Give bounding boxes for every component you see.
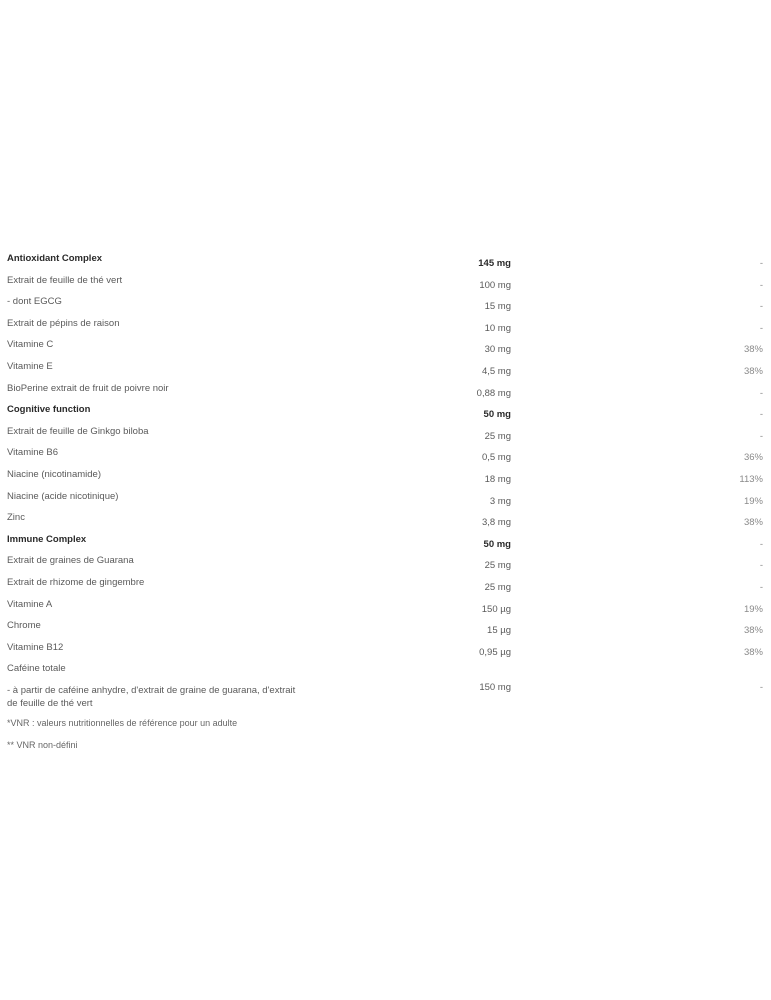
ingredient-name: Vitamine B6 bbox=[7, 447, 59, 459]
table-row bbox=[0, 594, 771, 616]
ingredient-name: Vitamine E bbox=[7, 360, 53, 372]
ingredient-name: Vitamine C bbox=[7, 339, 54, 351]
table-row bbox=[0, 356, 771, 378]
ingredient-name: Extrait de rhizome de gingembre bbox=[7, 576, 145, 588]
ingredient-vnr: 38% bbox=[743, 517, 763, 529]
ingredient-amount: 0,95 µg bbox=[479, 646, 511, 658]
ingredient-vnr: 38% bbox=[743, 646, 763, 658]
table-row bbox=[0, 464, 771, 486]
ingredient-vnr: 19% bbox=[743, 603, 763, 615]
ingredient-vnr: 38% bbox=[743, 625, 763, 637]
ingredient-vnr: - bbox=[759, 681, 763, 693]
ingredient-name: Zinc bbox=[7, 512, 25, 524]
table-row bbox=[0, 291, 771, 313]
ingredient-name: Niacine (acide nicotinique) bbox=[7, 490, 119, 502]
ingredient-amount: 30 mg bbox=[484, 344, 511, 356]
ingredient-vnr: 36% bbox=[743, 452, 763, 464]
ingredient-amount: 50 mg bbox=[483, 538, 511, 550]
ingredient-vnr: - bbox=[759, 581, 763, 593]
table-row bbox=[0, 486, 771, 508]
ingredient-vnr: 19% bbox=[743, 495, 763, 507]
table-row bbox=[0, 334, 771, 356]
ingredient-vnr: - bbox=[759, 538, 763, 550]
ingredient-vnr: - bbox=[759, 279, 763, 291]
table-row bbox=[0, 572, 771, 594]
vnr-footnote: *VNR : valeurs nutritionnelles de référence pour un adulte bbox=[7, 718, 238, 728]
ingredient-name: Antioxidant Complex bbox=[7, 253, 103, 264]
ingredient-vnr: - bbox=[759, 409, 763, 421]
ingredient-vnr: 38% bbox=[743, 344, 763, 356]
ingredient-amount: 3 mg bbox=[489, 495, 511, 507]
ingredient-vnr: 113% bbox=[739, 473, 763, 485]
section-header-row bbox=[0, 529, 771, 551]
ingredient-vnr: - bbox=[759, 560, 763, 572]
ingredient-vnr: - bbox=[759, 301, 763, 313]
ingredient-amount: 10 mg bbox=[484, 322, 511, 334]
ingredient-amount: 150 mg bbox=[479, 681, 511, 693]
table-row bbox=[0, 313, 771, 335]
ingredient-name: Immune Complex bbox=[7, 533, 87, 545]
ingredient-amount: 15 mg bbox=[484, 301, 511, 313]
ingredient-vnr: - bbox=[759, 430, 763, 442]
ingredient-amount: 150 µg bbox=[481, 603, 511, 615]
ingredient-amount: 18 mg bbox=[484, 473, 511, 485]
table-row bbox=[0, 550, 771, 572]
ingredient-name: - dont EGCG bbox=[7, 296, 62, 308]
ingredient-amount: 50 mg bbox=[483, 409, 511, 421]
ingredient-name: - à partir de caféine anhydre, d'extrait de graine de guarana, d'extrait de feuille de thé vert bbox=[7, 684, 296, 709]
table-row bbox=[0, 615, 771, 637]
ingredient-vnr: 38% bbox=[743, 365, 763, 377]
ingredient-name: Vitamine B12 bbox=[7, 641, 64, 653]
undefined-vnr-footnote: ** VNR non-défini bbox=[7, 739, 78, 750]
section-header-row bbox=[0, 399, 771, 421]
ingredient-amount: 25 mg bbox=[484, 560, 511, 572]
ingredient-vnr: - bbox=[759, 322, 763, 334]
ingredient-name: Extrait de feuille de Ginkgo biloba bbox=[7, 425, 149, 437]
section-header-row bbox=[0, 248, 771, 270]
ingredient-name: Extrait de graines de Guarana bbox=[7, 555, 134, 567]
table-row bbox=[0, 507, 771, 529]
ingredient-name: Vitamine A bbox=[7, 598, 53, 610]
ingredient-name: Extrait de feuille de thé vert bbox=[7, 274, 123, 286]
ingredient-amount: 145 mg bbox=[478, 258, 511, 269]
ingredient-amount: 0,5 mg bbox=[481, 452, 511, 464]
ingredient-name: BioPerine extrait de fruit de poivre noir bbox=[7, 382, 169, 394]
ingredient-amount: 4,5 mg bbox=[481, 365, 511, 377]
footnotes bbox=[7, 718, 237, 761]
ingredient-name: Caféine totale bbox=[7, 663, 66, 675]
ingredient-amount: 100 mg bbox=[479, 279, 511, 291]
ingredient-amount: 0,88 mg bbox=[476, 387, 511, 399]
table-row bbox=[0, 421, 771, 443]
table-row bbox=[0, 637, 771, 659]
table-row bbox=[0, 442, 771, 464]
ingredient-name: Niacine (nicotinamide) bbox=[7, 468, 101, 480]
table-row bbox=[0, 270, 771, 292]
ingredient-vnr: - bbox=[759, 387, 763, 399]
ingredient-amount: 25 mg bbox=[484, 581, 511, 593]
ingredient-name: Cognitive function bbox=[7, 404, 91, 416]
ingredient-amount: 3,8 mg bbox=[481, 517, 511, 529]
ingredient-amount: 15 µg bbox=[487, 625, 511, 637]
ingredient-amount: 25 mg bbox=[484, 430, 511, 442]
ingredient-vnr: - bbox=[759, 258, 763, 269]
ingredient-name: Extrait de pépins de raison bbox=[7, 317, 120, 329]
nutrition-table bbox=[0, 248, 771, 714]
table-row bbox=[0, 378, 771, 400]
table-row bbox=[0, 658, 771, 680]
table-row bbox=[0, 680, 771, 714]
ingredient-name: Chrome bbox=[7, 620, 41, 632]
